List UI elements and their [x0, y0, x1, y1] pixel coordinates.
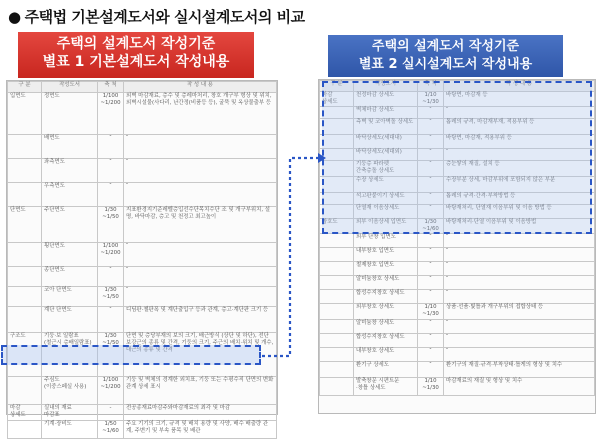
table-row — [320, 378, 595, 396]
table-cell — [320, 290, 354, 304]
table-cell: 계단 단면도 — [42, 307, 98, 333]
table-cell: ″ — [444, 107, 595, 119]
table-row — [320, 320, 595, 334]
left-banner-line1: 주택의 설계도서 작성기준 — [56, 36, 216, 52]
table-cell: 주심도 (이중스페실 사용) — [42, 377, 98, 405]
table-cell: 지표환경지기준레벨층입선수단목치수단 조 및 개구부위치, 설명, 바닥마감, 층고 및 천정고 최고높이 — [124, 207, 277, 243]
table-cell: ″ — [418, 362, 444, 378]
bullet-icon: ● — [8, 8, 21, 26]
table-cell: ″ — [418, 276, 444, 290]
table-cell: 바탕재처리, 단열재 이음부위 및 이음 방법 등 — [444, 205, 595, 219]
table-cell: ″ — [444, 248, 595, 262]
table-cell — [320, 320, 354, 334]
table-cell: ″ — [418, 107, 444, 119]
table-header-cell: 구 분 — [320, 81, 354, 92]
table-cell: 바탕면, 마감재 등 — [444, 92, 595, 107]
table-cell: ″ — [98, 159, 124, 183]
table-cell: 환기구 상세도 — [354, 362, 418, 378]
table-cell: 주단면도 — [42, 207, 98, 243]
table-cell: 내부창호 입면도 — [354, 248, 418, 262]
table-row — [8, 183, 277, 207]
table-cell: 단면도 — [8, 207, 42, 243]
table-cell: 바닥상세도(세대내) — [354, 135, 418, 149]
table-cell: ″ — [418, 135, 444, 149]
table-header-cell: 작 성 내 용 — [124, 82, 277, 93]
table-row — [8, 135, 277, 159]
table-cell — [320, 348, 354, 362]
table-row — [8, 421, 277, 439]
table-row — [320, 334, 595, 348]
table-row — [320, 234, 595, 248]
table-cell — [8, 377, 42, 405]
table-row — [8, 207, 277, 243]
table-cell: 단면 및 층당부재의 보의 크기, 배근방식 (상단 및 하단), 전단보강근의 종류 및 간격, 기둥의 크기, 주근의 배치·위치 및 개수, 대근의 종류 및 간격 — [124, 333, 277, 377]
table-cell: ″ — [418, 320, 444, 334]
table-cell: 철제창호 입면도 — [354, 262, 418, 276]
table-cell: ″ — [418, 119, 444, 135]
table-cell: 바닥상세도(세대외) — [354, 149, 418, 161]
table-cell: 내부창호 상세도 — [354, 348, 418, 362]
table-cell: 창호도 — [320, 219, 354, 234]
table-cell: 구조도 — [8, 333, 42, 377]
table-cell: 톱레의 규격·간격·부착방법 등 — [444, 193, 595, 205]
table-cell: 상품·선품·빛틀과 개구부위의 접합상태 등 — [444, 304, 595, 320]
table-cell: ″ — [418, 205, 444, 219]
table-cell: 1/30 ~1/50 — [98, 333, 124, 377]
table-row — [320, 290, 595, 304]
table-row — [8, 377, 277, 405]
table-cell: 기둥·보 일람표 (철근시 층배일람표) — [42, 333, 98, 377]
right-banner-line1: 주택의 설계도서 작성기준 — [371, 39, 520, 54]
table-row — [8, 93, 277, 135]
right-banner — [328, 35, 563, 77]
table-cell: 1/10 ~1/30 — [418, 378, 444, 396]
table-cell: ″ — [444, 276, 595, 290]
table-cell: 1/30 ~1/50 — [98, 287, 124, 307]
table-cell: - — [98, 405, 124, 421]
table-cell: 전공종재료마감주와마감재료의 최각 및 마감 — [124, 405, 277, 421]
table-cell: 수장부분 상세, 마감부위에 포함되지 않은 부분 — [444, 177, 595, 193]
table-cell: ″ — [444, 149, 595, 161]
right-banner-line2: 별표 2 실시설계도서 작성내용 — [358, 57, 533, 72]
table-cell: 1/10 ~1/30 — [418, 92, 444, 107]
table-cell: 기계·장비도 — [42, 421, 98, 439]
page-heading — [8, 6, 305, 27]
table-row — [8, 267, 277, 287]
heading-text: 주택법 기본설계도서와 실시설계도서의 비교 — [24, 8, 305, 26]
table-cell: ″ — [98, 183, 124, 207]
table-cell — [320, 248, 354, 262]
table-cell — [8, 159, 42, 183]
table-cell: ″ — [98, 135, 124, 159]
table-cell — [8, 135, 42, 159]
table-cell: ″ — [418, 177, 444, 193]
table-cell: 측벽 및 코아벽돌 상세도 — [354, 119, 418, 135]
table-cell: ″ — [124, 267, 277, 287]
table-cell: ″ — [124, 135, 277, 159]
table-header-cell: 구 분 — [8, 82, 42, 93]
table-cell: ″ — [418, 234, 444, 248]
table-cell: ″ — [444, 234, 595, 248]
table-cell — [320, 234, 354, 248]
table-cell: 외부창호 상세도 — [354, 304, 418, 320]
table-cell: 1/100 ~1/200 — [98, 243, 124, 267]
table-row — [8, 159, 277, 183]
table-cell: 톱레의 규격, 마감재부재, 적용부위 등 — [444, 119, 595, 135]
table-row — [8, 243, 277, 267]
table-cell: 외벽 마감재료, 층수 및 층레마처리, 창호 개구부 형상 및 위치, 외벽시설물(사다리, 난간정(비품등 등), 굴뚝 및 옥상물출부 등 — [124, 93, 277, 135]
table-cell: 마감 상세도 — [320, 92, 354, 107]
table-cell: ″ — [418, 149, 444, 161]
table-cell: ″ — [418, 290, 444, 304]
table-cell: ″ — [124, 287, 277, 307]
table-row — [320, 304, 595, 320]
table-cell: 1/100 ~1/200 — [98, 93, 124, 135]
table-row — [320, 362, 595, 378]
table-cell — [8, 421, 42, 439]
table-cell: ″ — [124, 183, 277, 207]
table-cell: 1/100 ~1/200 — [98, 377, 124, 405]
table-cell: 기둥 및 벽체의 경계한 외치표, 기둥 또는 수평수직 단면의 변화관계 상세 표시 — [124, 377, 277, 405]
table-cell — [8, 267, 42, 287]
table-cell: 발축창문 시편트문 ·창틀 상세도 — [354, 378, 418, 396]
table-cell: 입면도 — [8, 93, 42, 135]
table-cell: ″ — [124, 243, 277, 267]
left-highlight-box — [1, 345, 261, 365]
table-cell: ″ — [418, 348, 444, 362]
table-cell: 우측면도 — [42, 183, 98, 207]
table-cell: 주요 기기의 크기, 규격 및 배치 용량 및 사양, 배수 배출량 관계, 주변기 및 부속 품목 및 배관 — [124, 421, 277, 439]
table-cell: 정면도 — [42, 93, 98, 135]
table-cell: 실내의 재료 마감표 — [42, 405, 98, 421]
table-header-cell: 작성도서 — [354, 81, 418, 92]
table-row — [8, 307, 277, 333]
table-cell: 알미늄창 상세도 — [354, 320, 418, 334]
table-cell: 1/10 ~1/30 — [418, 304, 444, 320]
table-cell — [8, 243, 42, 267]
table-cell — [8, 307, 42, 333]
table-row — [320, 262, 595, 276]
table-cell: 수장 상세도 — [354, 177, 418, 193]
table-cell — [320, 304, 354, 320]
table-cell: 외부 이음상세 입면도 — [354, 219, 418, 234]
table-cell: ″ — [444, 320, 595, 334]
table-cell — [320, 276, 354, 290]
table-cell: 천정마감 상세도 — [354, 92, 418, 107]
table-cell: 1/30 ~1/60 — [418, 219, 444, 234]
table-cell: 알미늄창호 상세도 — [354, 276, 418, 290]
table-cell: ″ — [418, 161, 444, 177]
left-table — [7, 81, 277, 439]
right-highlight-box — [322, 81, 592, 234]
table-cell — [320, 378, 354, 396]
table-cell: ″ — [444, 262, 595, 276]
table-cell: ″ — [444, 290, 595, 304]
table-cell — [8, 183, 42, 207]
table-cell: 배면도 — [42, 135, 98, 159]
table-cell: ″ — [124, 159, 277, 183]
table-cell: ″ — [444, 334, 595, 348]
table-cell — [320, 262, 354, 276]
table-row — [320, 248, 595, 262]
table-header-cell: 작성도서 — [42, 82, 98, 93]
table-cell: 벽체마감 상세도 — [354, 107, 418, 119]
table-row — [8, 405, 277, 421]
table-cell: 1/50 ~1/60 — [98, 421, 124, 439]
table-header-cell: 작 성 내 용 — [444, 81, 595, 92]
table-cell — [320, 362, 354, 378]
table-cell: 마감재료의 재질 및 형상 및 치수 — [444, 378, 595, 396]
table-header-cell: 축 척 — [98, 82, 124, 93]
table-cell: 단열재 이음상세도 — [354, 205, 418, 219]
table-cell: ″ — [98, 307, 124, 333]
table-cell: 바탕면, 마감재, 적용부위 등 — [444, 135, 595, 149]
table-header-cell: 축 척 — [418, 81, 444, 92]
table-row — [320, 348, 595, 362]
table-cell: 층눈쌓의 재질, 설치 등 — [444, 161, 595, 177]
table-cell: 바탕재처리·단열 이음부위 및 이음방법 — [444, 219, 595, 234]
table-cell: 좌측면도 — [42, 159, 98, 183]
left-banner — [18, 32, 254, 78]
left-banner-line2: 별표 1 기본설계도서 작성내용 — [42, 54, 230, 70]
table-cell: 종단면도 — [42, 267, 98, 287]
table-cell: 마감 상세도 — [8, 405, 42, 421]
table-cell: 디딤판·챌판폭 및 계단출입구 등과 관계, 층고·계단판 크기 등 — [124, 307, 277, 333]
table-cell: 합성수지창호 상세도 — [354, 290, 418, 304]
table-cell: 횡단면도 — [42, 243, 98, 267]
table-cell: 석고판붙이기 상세도 — [354, 193, 418, 205]
table-cell: ″ — [418, 262, 444, 276]
table-cell: 환기구의 재질·규격·부착상태·틀게의 형상 및 치수 — [444, 362, 595, 378]
table-cell — [320, 334, 354, 348]
table-cell: 외부 단창 입면도 — [354, 234, 418, 248]
table-cell: ″ — [418, 193, 444, 205]
table-cell: ″ — [418, 248, 444, 262]
table-cell: ″ — [444, 348, 595, 362]
table-cell: 합성수지창호 상세도 — [354, 334, 418, 348]
table-row — [8, 287, 277, 307]
table-cell: 1/30 ~1/50 — [98, 207, 124, 243]
table-cell: 기둥층 파라펫 간축층돌 상세도 — [354, 161, 418, 177]
table-cell: 코아 단면도 — [42, 287, 98, 307]
table-row — [320, 276, 595, 290]
table-cell: ″ — [418, 334, 444, 348]
table-cell — [8, 287, 42, 307]
table-cell: ″ — [98, 267, 124, 287]
